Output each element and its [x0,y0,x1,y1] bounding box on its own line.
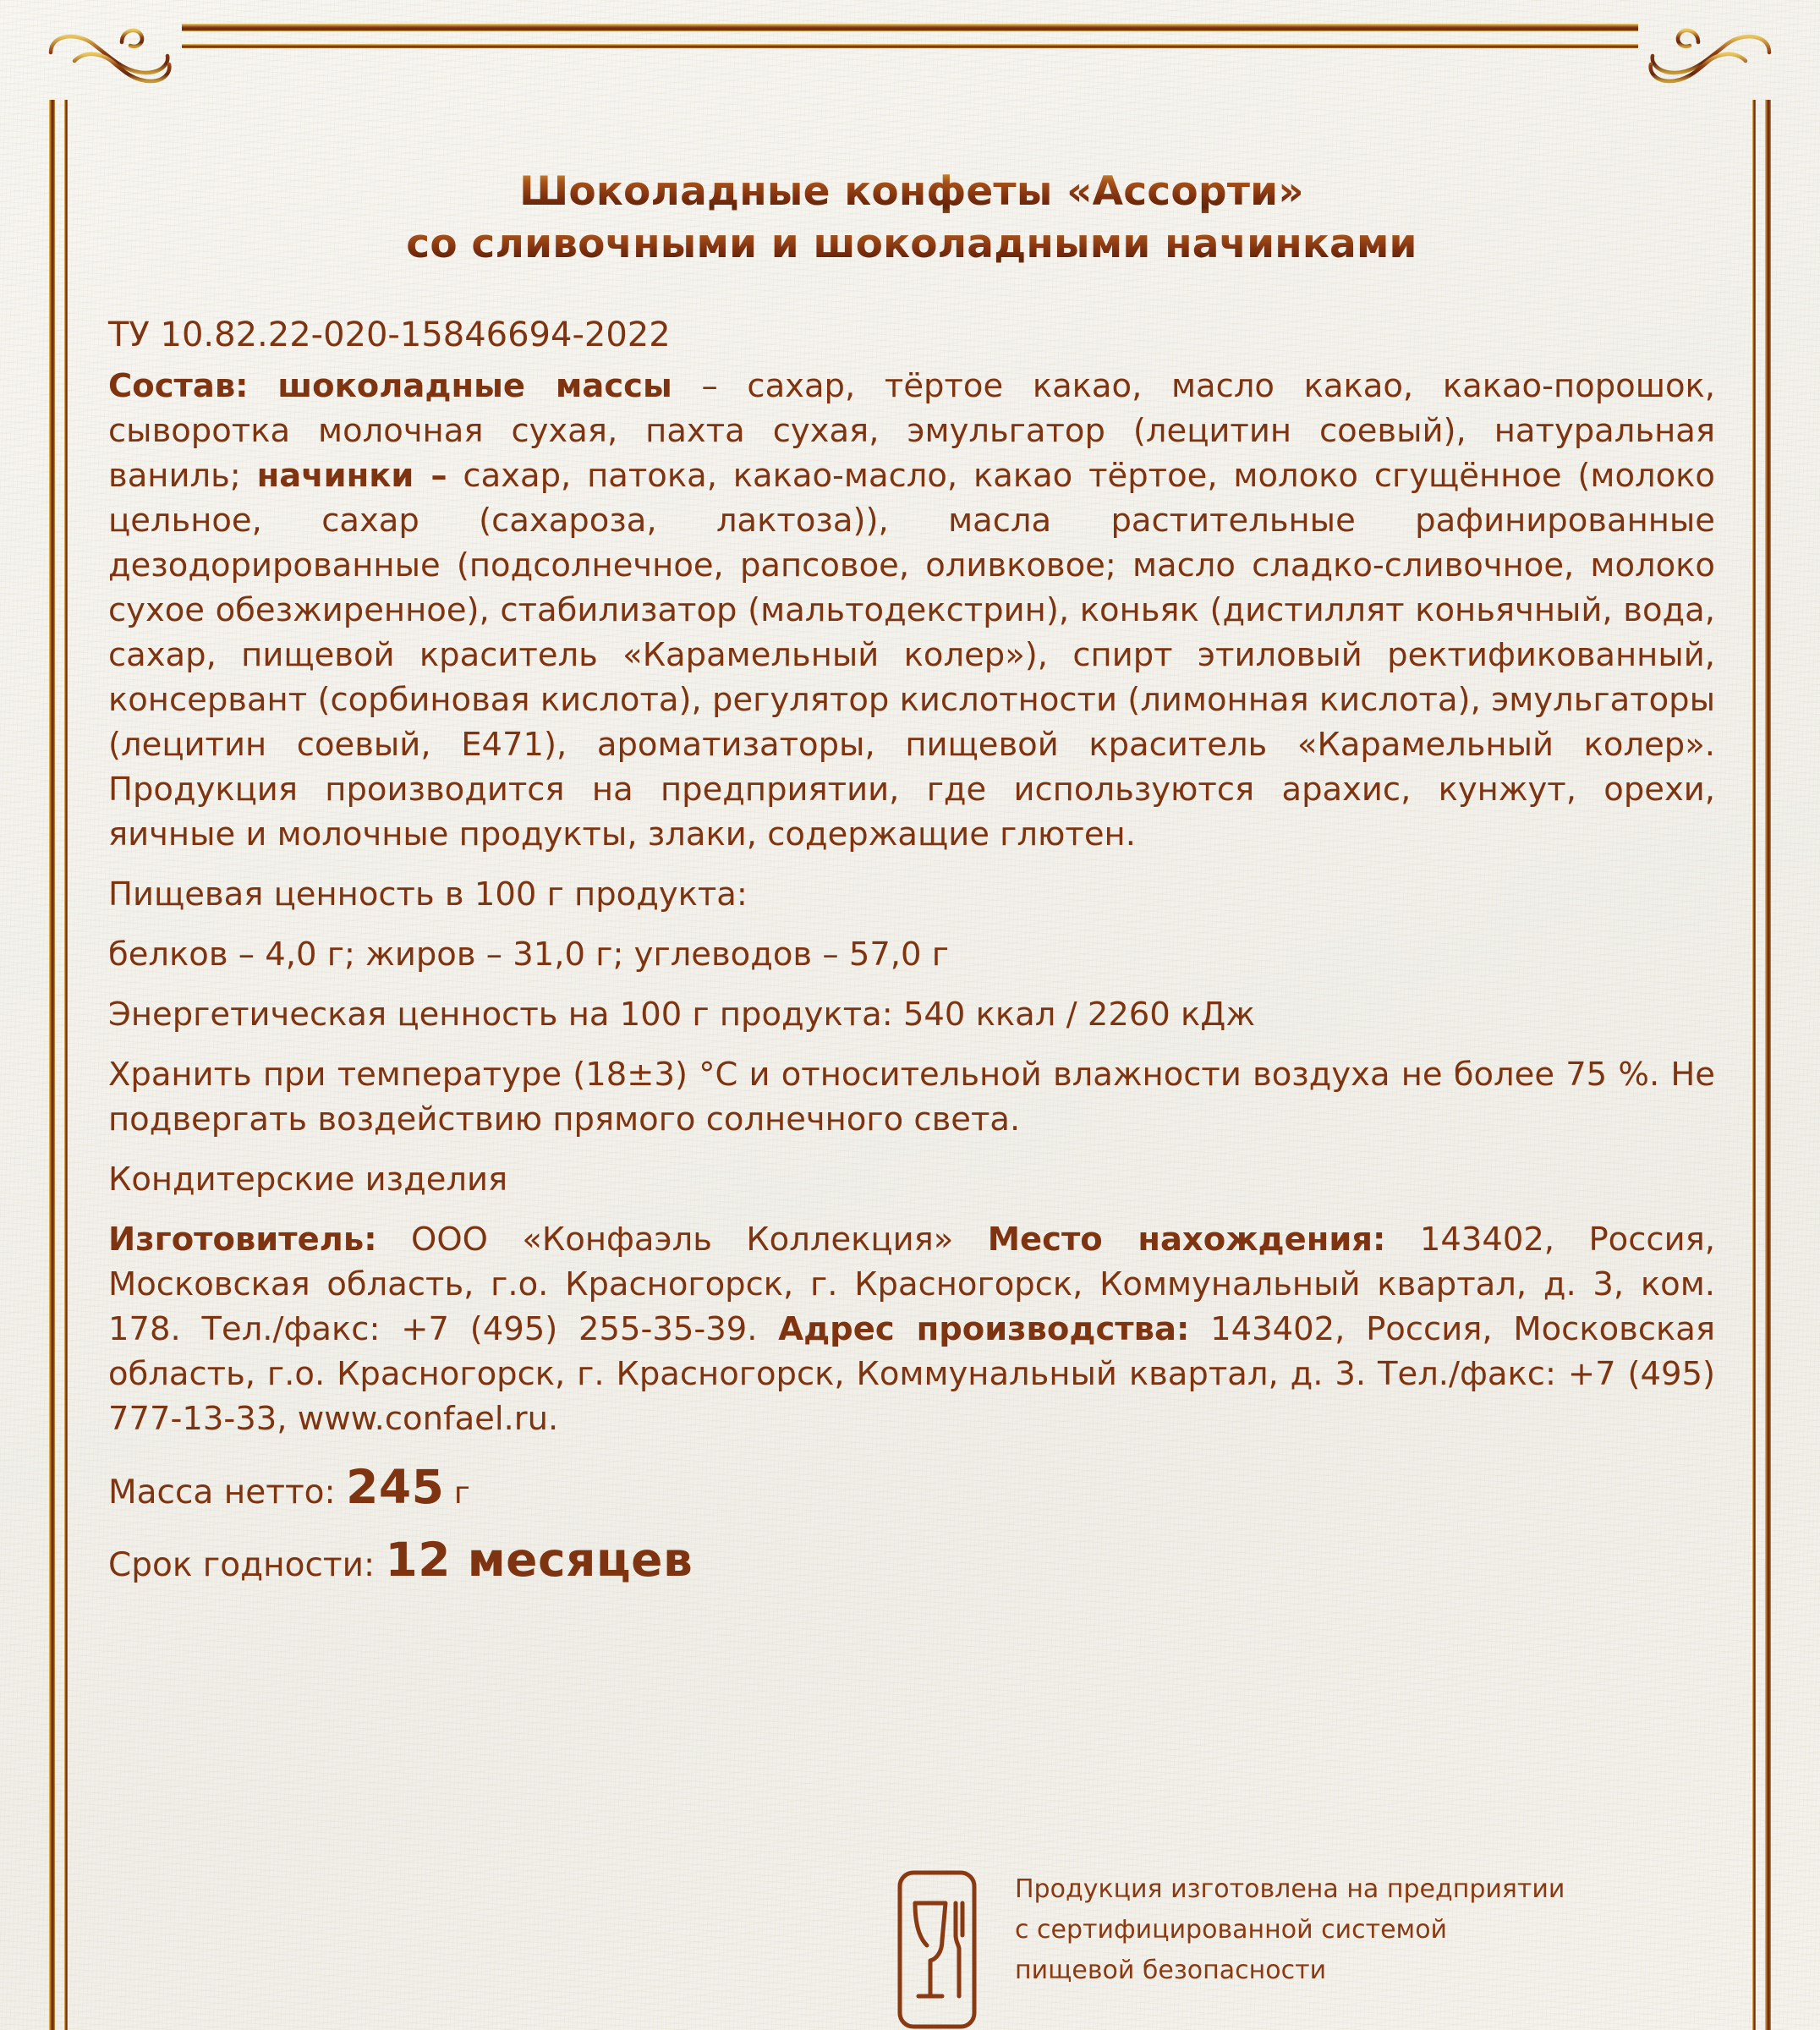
product-title [108,166,1715,271]
chocolate-masses-label: шоколадные массы [277,367,672,405]
net-weight-row [108,1460,1715,1521]
net-weight-label: Масса нетто: [108,1473,347,1512]
nutrition-macros: белков – 4,0 г; жиров – 31,0 г; углеводов – 57,0 г [108,935,950,974]
shelf-life-value: 12 месяцев [385,1533,693,1587]
left-rule-thin [64,100,68,2030]
production-address-text: 143402, Россия, Московская область, г.о. Красногорск, г. Красногорск, Коммунальный квартал, д. 3. Тел./факс: +7 (495) 777-13-33, www.confael.ru. [108,1310,1716,1438]
food-safety-badge [896,1869,1565,2030]
product-category: Кондитерские изделия [108,1160,508,1199]
food-safety-line-1: Продукция изготовлена на предприятии [1015,1874,1565,1904]
manufacturer-info [108,1217,1715,1441]
food-safety-line-2: с сертифицированной системой [1015,1915,1448,1945]
fillings-text: сахар, патока, какао-масло, какао тёртое, молоко сгущённое (молоко цельное, сахар (сахароза, лактоза)), масла растительные рафинированные дезодорированные (подсолнечное, рапсовое, оливковое; масло сладко-сливочное, молоко сухое обезжиренное), стабилизатор (мальтодекстрин), коньяк (дистиллят коньячный, вода, сахар, пищевой краситель «Карамельный колер»), спирт этиловый ректификованный, консервант (сорбиновая кислота), регулятор кислотности (лимонная кислота), эмульгаторы (лецитин соевый, Е471), ароматизаторы, пищевой краситель «Карамельный колер». Продукция производится на предприятии, где используются арахис, кунжут, орехи, яичные и молочные продукты, злаки, содержащие глютен. [108,457,1715,853]
glass-and-fork-icon [896,1869,978,2030]
composition-paragraph [108,364,1715,857]
spec-code: ТУ 10.82.22-020-15846694-2022 [108,315,671,354]
product-title-line-1: Шоколадные конфеты «Ассорти» [108,166,1715,218]
right-rule-thick [1765,100,1771,2030]
net-weight-value: 245 [346,1460,445,1514]
composition-label: Состав: [108,367,249,405]
product-title-line-2: со сливочными и шоколадными начинками [108,218,1715,271]
storage-conditions: Хранить при температуре (18±3) °C и относительной влажности воздуха не более 75 %. Не подвергать воздействию прямого солнечного света. [108,1056,1715,1138]
net-weight-unit: г [444,1476,470,1511]
left-rule-thick [49,100,55,2030]
right-border-rules [1752,100,1771,2030]
location-text: 143402, Россия, Московская область, г.о. Красногорск, г. Красногорск, Коммунальный квартал, д. 3, ком. 178. Тел./факс: +7 (495) 255-35-39. [108,1221,1715,1348]
food-safety-text [1015,1869,1565,1991]
right-rule-thin [1752,100,1756,2030]
left-border-rules [49,100,68,2030]
food-safety-line-3: пищевой безопасности [1015,1956,1327,1985]
label-content [108,0,1715,1593]
location-label: Место нахождения: [987,1221,1386,1259]
nutrition-energy: Энергетическая ценность на 100 г продукта: 540 ккал / 2260 кДж [108,996,1256,1034]
shelf-life-label: Срок годности: [108,1546,386,1584]
manufacturer-label: Изготовитель: [108,1221,377,1259]
fillings-label: начинки – [256,457,447,495]
shelf-life-row [108,1533,1715,1593]
production-address-label: Адрес производства: [778,1310,1190,1348]
nutrition-heading: Пищевая ценность в 100 г продукта: [108,875,748,914]
chocolate-masses-text: – сахар, тёртое какао, масло какао, какао-порошок, сыворотка молочная сухая, пахта сухая, эмульгатор (лецитин соевый), натуральная ваниль; [108,367,1715,495]
manufacturer-name: ООО «Конфаэль Коллекция» [376,1221,988,1259]
